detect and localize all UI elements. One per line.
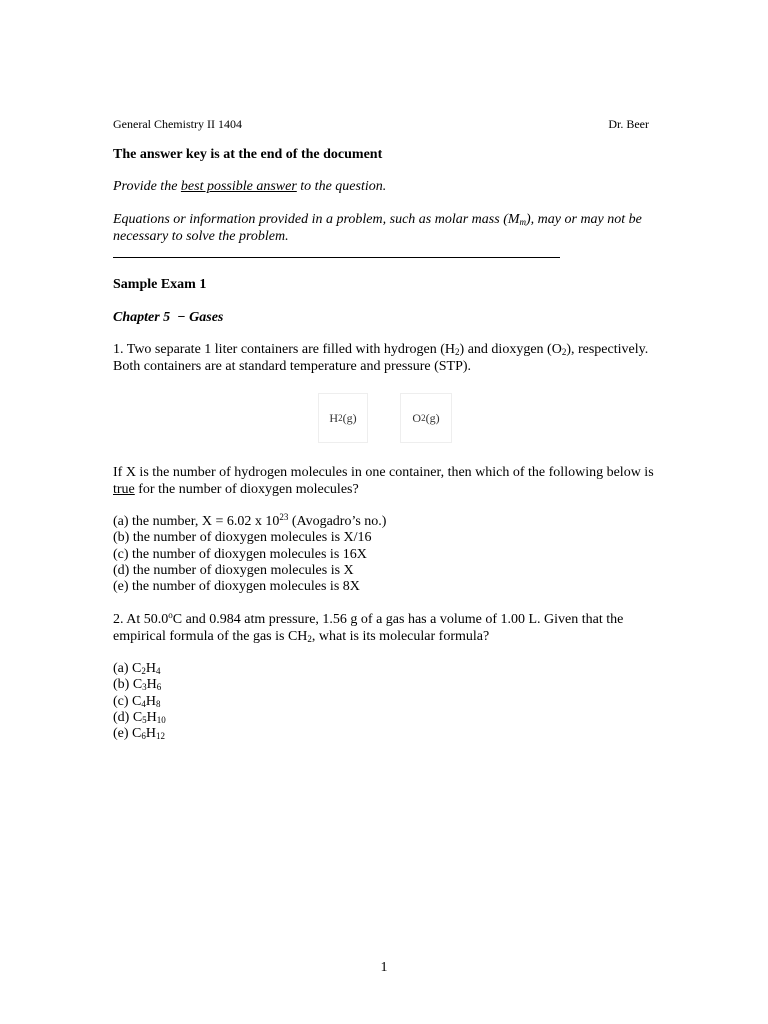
- q2-choice-e-h: H: [145, 726, 157, 742]
- q1-choice-d: (d) the number of dioxygen molecules is X: [113, 562, 354, 578]
- q2-choice-e-h-sub: 12: [156, 731, 166, 742]
- equations-note-text: Equations or information provided in a problem, such as molar mass (M: [113, 212, 520, 227]
- molar-mass-subscript: m: [519, 217, 527, 227]
- q1-choice-b: (b) the number of dioxygen molecules is X/16: [113, 530, 372, 546]
- document-page: [113, 0, 654, 1024]
- q1-choice-a: [113, 514, 386, 530]
- instruction-emphasis: best possible answer: [180, 179, 297, 194]
- q2-choice-b-c-sub: 3: [142, 682, 147, 693]
- o2-state: (g): [425, 410, 440, 425]
- h2-state: (g): [342, 410, 357, 425]
- q1-stem-text: for the number of dioxygen molecules?: [134, 481, 359, 497]
- course-title: General Chemistry II 1404: [113, 117, 242, 131]
- question-1-choices: [113, 514, 386, 595]
- q1-stem-underlined: true: [113, 481, 135, 497]
- exam-title: Sample Exam 1: [113, 277, 207, 292]
- q1-choice-a-text-end: (Avogadro’s no.): [288, 514, 387, 529]
- q2-choice-c: [113, 694, 166, 710]
- q2-choice-c-c-sub: 4: [141, 698, 146, 709]
- q1-text-b: ) and dioxygen (O: [459, 342, 562, 357]
- chapter-title: Chapter 5 − Gases: [113, 310, 224, 325]
- instruction-line: [113, 179, 386, 196]
- q2-text-d: , what is its molecular formula?: [311, 628, 490, 644]
- question-2-line2: [113, 629, 653, 646]
- h2-container-box: H 2 (g): [318, 393, 368, 443]
- q2-choice-d-h-sub: 10: [156, 714, 166, 725]
- equations-note-line1: [113, 212, 649, 229]
- question-1-prompt: [113, 342, 653, 375]
- q1-choice-c: (c) the number of dioxygen molecules is 16X: [113, 546, 367, 562]
- q2-choice-a-h-sub: 4: [156, 666, 161, 676]
- q2-choice-c-h: H: [145, 693, 157, 709]
- q1-choice-a-exponent: 23: [279, 512, 289, 522]
- q1-sub-1: 2: [455, 347, 460, 357]
- q2-choice-a-label: (a) C: [113, 661, 142, 676]
- question-2-choices: [113, 661, 166, 742]
- question-1-line2: Both containers are at standard temperature and pressure (STP).: [113, 358, 472, 374]
- o2-label: O: [412, 410, 422, 425]
- q2-choice-e-c-sub: 6: [141, 731, 146, 742]
- instructor-name: Dr. Beer: [608, 117, 649, 131]
- q2-choice-b: [113, 677, 166, 693]
- equations-note-line2: necessary to solve the problem.: [113, 228, 289, 244]
- q1-stem-line1: If X is the number of hydrogen molecules in one container, then which of the following below is: [113, 465, 654, 480]
- q2-sub: 2: [307, 633, 312, 644]
- q2-choice-a: [113, 661, 166, 677]
- q2-choice-d: [113, 710, 166, 726]
- q1-choice-e: (e) the number of dioxygen molecules is 8X: [113, 579, 360, 595]
- page-header: [113, 117, 649, 132]
- q1-text-c: ), respectively.: [566, 342, 649, 357]
- q2-choice-e-label: (e) C: [113, 726, 142, 742]
- q2-choice-a-c-sub: 2: [141, 666, 146, 676]
- o2-container-box: O 2 (g): [400, 393, 452, 443]
- instruction-text-end: to the question.: [296, 179, 387, 194]
- page-number: 1: [380, 960, 388, 975]
- q2-choice-b-label: (b) C: [113, 677, 143, 693]
- q2-choice-c-h-sub: 8: [156, 698, 161, 709]
- q2-choice-b-h-sub: 6: [156, 682, 162, 693]
- q1-stem-line2: [113, 482, 658, 499]
- horizontal-rule: [113, 257, 560, 258]
- question-1-stem: [113, 465, 658, 498]
- equations-note-text-end: ), may or may not be: [526, 212, 642, 227]
- q2-degree: o: [168, 610, 173, 620]
- q2-choice-d-label: (d) C: [113, 709, 143, 725]
- q2-text-c: empirical formula of the gas is CH: [113, 628, 308, 644]
- answer-key-note: The answer key is at the end of the document: [113, 147, 383, 162]
- question-2-line1: [113, 612, 653, 629]
- q2-choice-d-h: H: [146, 709, 157, 725]
- q2-choice-d-c-sub: 5: [142, 714, 147, 725]
- q2-choice-b-h: H: [146, 677, 157, 693]
- instruction-text: Provide the: [113, 179, 181, 194]
- question-1-line1: [113, 342, 653, 359]
- q2-text-b: C and 0.984 atm pressure, 1.56 g of a gas has a volume of 1.00 L. Given that the: [172, 612, 624, 627]
- h2-label: H: [329, 410, 339, 425]
- equations-note: [113, 212, 649, 245]
- q1-text-a: 1. Two separate 1 liter containers are filled with hydrogen (H: [113, 342, 456, 357]
- q1-choice-a-text: (a) the number, X = 6.02 x 10: [113, 514, 280, 529]
- q1-sub-2: 2: [561, 347, 567, 357]
- q2-text-a: 2. At 50.0: [113, 612, 169, 627]
- q2-choice-c-label: (c) C: [113, 693, 142, 709]
- q2-choice-a-h: H: [145, 661, 157, 676]
- q2-choice-e: [113, 726, 166, 742]
- question-2-prompt: [113, 612, 653, 645]
